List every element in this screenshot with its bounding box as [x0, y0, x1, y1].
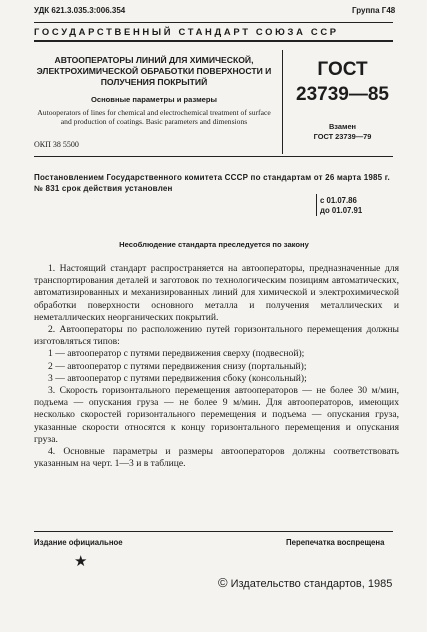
valid-to: до 01.07.91: [320, 206, 363, 215]
okp-code: ОКП 38 5500: [34, 140, 79, 149]
law-warning: Несоблюдение стандарта преследуется по закону: [119, 240, 309, 249]
footer-rule: [34, 531, 393, 532]
replaces-label: Взамен: [328, 122, 357, 131]
document-title-ru: АВТООПЕРАТОРЫ ЛИНИЙ ДЛЯ ХИМИЧЕСКОЙ, ЭЛЕКТРОХИМИЧЕСКОЙ ОБРАБОТКИ ПОВЕРХНОСТИ И ПОЛУЧЕНИЯ ПОКРЫТИЙ: [36, 55, 272, 87]
official-edition: Издание официальное: [34, 538, 123, 547]
valid-from: с 01.07.86: [320, 196, 357, 205]
paragraph-1: 1. Настоящий стандарт распространяется на автооператоры, предназначенные для транспортирования деталей и заготовок по технологическим позициям автоматических, автоматизированных и механизированных линий для химической и электрохимической обработки поверхности основного металла и получения металлических и неметаллических неорганических покрытий.: [34, 263, 399, 323]
top-rule: [34, 22, 393, 23]
header-bottom-rule: [34, 156, 393, 157]
paragraph-4: 4. Основные параметры и размеры автооператоров должны соответствовать указанным на черт. 1—3 и в таблице.: [34, 446, 399, 470]
standard-title: ГОСУДАРСТВЕННЫЙ СТАНДАРТ СОЮЗА ССР: [34, 26, 339, 37]
replaces-value: ГОСТ 23739—79: [313, 132, 372, 141]
title-rule: [34, 40, 393, 42]
subtitle-ru: Основные параметры и размеры: [90, 95, 218, 104]
gost-label: ГОСТ: [317, 59, 368, 80]
vertical-divider: [282, 50, 283, 154]
type-2: 2 — автооператор с путями передвижения снизу (портальный);: [48, 360, 307, 372]
decree-text: Постановлением Государственного комитета СССР по стандартам от 26 марта 1985 г. № 831 срок действия установлен: [34, 173, 390, 193]
paragraph-3: 3. Скорость горизонтального перемещения автооператоров — не более 30 м/мин, подъема — опускания груза — не более 9 м/мин. Для автооператоров, имеющих несколько скоростей горизонтального перемещения и подъема — опускания груза, указанные скорости относятся к концу горизонтального перемещения и опускания груза.: [34, 385, 399, 445]
gost-number: 23739—85: [296, 84, 389, 105]
body-text: [34, 263, 399, 470]
type-1: 1 — автооператор с путями передвижения сверху (подвесной);: [48, 348, 305, 360]
group-code: Группа Г48: [352, 6, 396, 15]
copyright-line: [218, 575, 392, 590]
copyright-text: Издательство стандартов, 1985: [230, 578, 393, 590]
paragraph-2: 2. Автооператоры по расположению путей горизонтального перемещения должны изготовляться типов:: [34, 324, 399, 348]
udk-code: УДК 621.3.035.3:006.354: [34, 6, 126, 15]
copyright-icon: ©: [218, 575, 228, 590]
document-title-en: Autooperators of lines for chemical and electrochemical treatment of surface and production of coatings. Basic parameters and dimensions: [37, 108, 271, 127]
validity-dates: [320, 196, 362, 216]
reprint-prohibited: Перепечатка воспрещена: [286, 538, 385, 547]
star-icon: ★: [74, 554, 88, 570]
type-3: 3 — автооператор с путями передвижения сбоку (консольный);: [48, 372, 307, 384]
